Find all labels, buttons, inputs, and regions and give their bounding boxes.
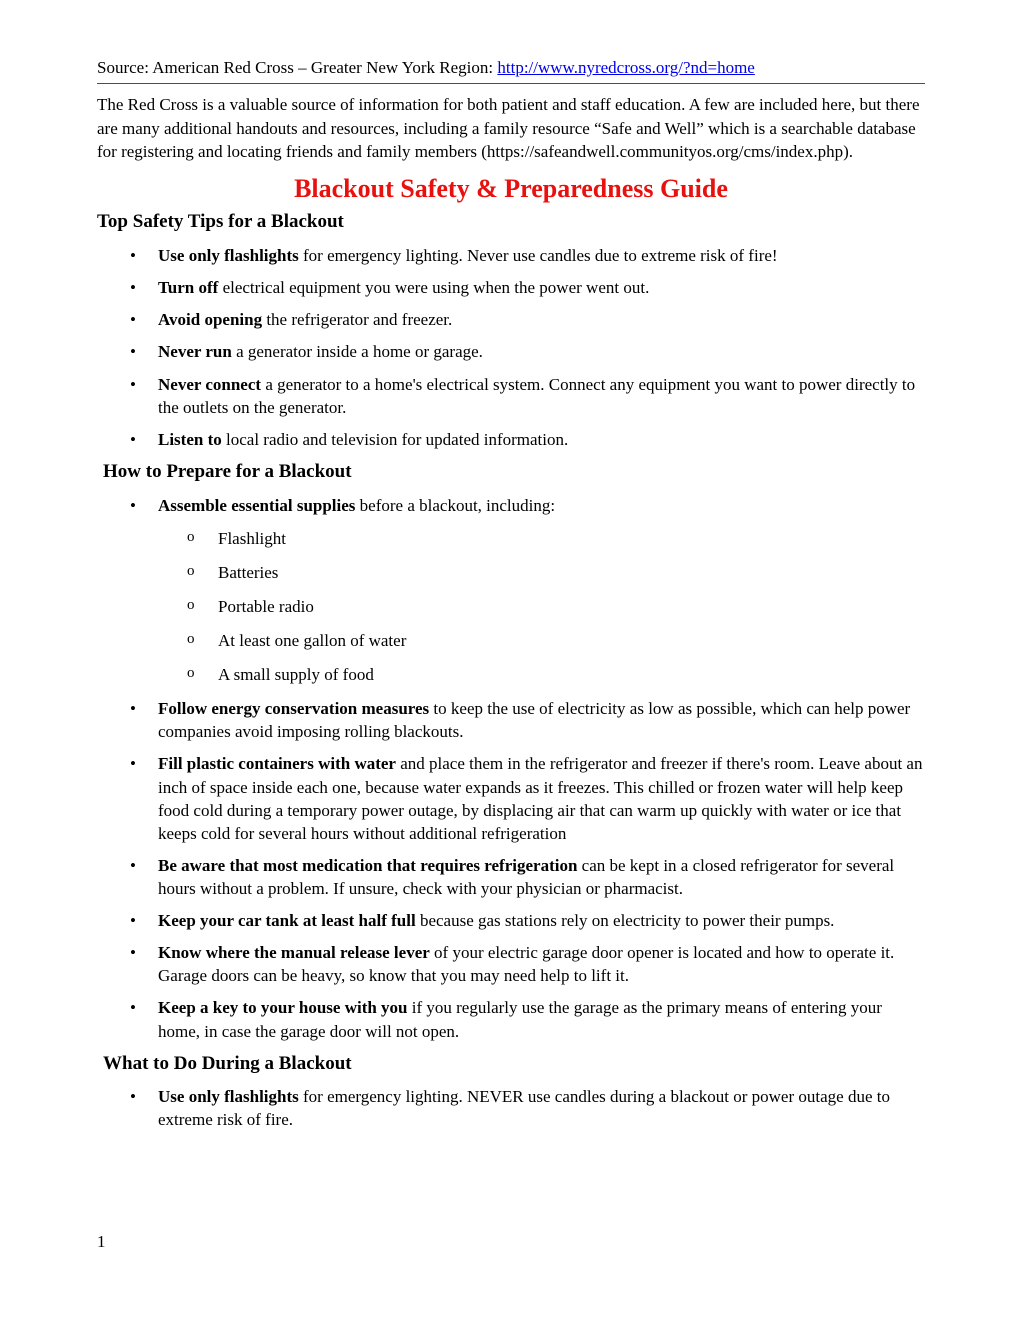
- sub-bullet-text: Portable radio: [218, 596, 314, 616]
- bullet-text: before a blackout, including:: [355, 495, 556, 515]
- bullet-text: local radio and television for updated information.: [221, 429, 569, 449]
- sub-list-item: [158, 629, 925, 652]
- sub-bullet-text: Batteries: [218, 562, 279, 582]
- sub-list-item: [158, 561, 925, 584]
- list-item: [97, 428, 925, 451]
- list-item: [97, 752, 925, 844]
- source-link[interactable]: http://www.nyredcross.org/?nd=home: [497, 58, 755, 77]
- bullet-bold-text: Follow energy conservation measures: [158, 699, 430, 719]
- list-item: [97, 494, 925, 687]
- section-heading-how-to-prepare: How to Prepare for a Blackout: [103, 460, 352, 482]
- bullet-bold-text: Know where the manual release lever: [158, 943, 430, 963]
- list-item: [97, 244, 925, 267]
- bullet-text: to keep the use of electricity as low as possible, which can help power companies avoid imposing rolling blackouts.: [158, 699, 911, 742]
- bullet-list-how-to-prepare: [97, 494, 925, 1043]
- sub-bullet-text: At least one gallon of water: [218, 631, 407, 651]
- list-item: [97, 340, 925, 363]
- list-item: [97, 854, 925, 900]
- bullet-text: for emergency lighting. NEVER use candles during a blackout or power outage due to extreme risk of fire.: [158, 1087, 890, 1130]
- list-item: [97, 308, 925, 331]
- bullet-list-top-safety-tips: [97, 244, 925, 451]
- bullet-text: can be kept in a closed refrigerator for several hours without a problem. If unsure, check with your physician or pharmacist.: [158, 855, 895, 899]
- bullet-list-what-to-do: [97, 1085, 925, 1131]
- sub-bullet-text: Flashlight: [218, 528, 287, 548]
- sub-list-item: [158, 527, 925, 550]
- bullet-text: of your electric garage door opener is located and how to operate it. Garage doors can be heavy, so know that you may need help to lift it.: [158, 943, 895, 986]
- sub-list-item: [158, 595, 925, 618]
- bullet-bold-text: Keep your car tank at least half full: [158, 911, 416, 931]
- bullet-bold-text: Never run: [158, 342, 232, 362]
- bullet-text: the refrigerator and freezer.: [262, 310, 453, 330]
- document-title: Blackout Safety & Preparedness Guide: [294, 173, 728, 203]
- list-item: [97, 697, 925, 743]
- bullet-bold-text: Assemble essential supplies: [158, 495, 356, 515]
- bullet-bold-text: Listen to: [158, 429, 222, 449]
- bullet-bold-text: Never connect: [158, 374, 262, 394]
- source-label: Source: American Red Cross – Greater New York Region:: [97, 58, 498, 77]
- bullet-bold-text: Keep a key to your house with you: [158, 998, 408, 1018]
- sub-bullet-text: A small supply of food: [218, 665, 374, 685]
- sub-list-item: [158, 663, 925, 686]
- bullet-bold-text: Use only flashlights: [158, 246, 299, 266]
- section-heading-top-safety-tips: Top Safety Tips for a Blackout: [97, 211, 344, 233]
- bullet-bold-text: Be aware that most medication that requires refrigeration: [158, 855, 578, 875]
- bullet-text: for emergency lighting. Never use candles due to extreme risk of fire!: [298, 246, 778, 266]
- section-heading-what-to-do: What to Do During a Blackout: [103, 1052, 352, 1074]
- bullet-bold-text: Use only flashlights: [158, 1087, 299, 1107]
- list-item: [97, 909, 925, 932]
- bullet-bold-text: Fill plastic containers with water: [158, 754, 396, 774]
- bullet-text: a generator inside a home or garage.: [231, 342, 483, 362]
- list-item: [97, 1085, 925, 1131]
- bullet-text: electrical equipment you were using when the power went out.: [218, 278, 650, 298]
- list-item: [97, 373, 925, 419]
- bullet-text: a generator to a home's electrical system. Connect any equipment you want to power directly to the outlets on the generator.: [158, 374, 916, 417]
- bullet-bold-text: Avoid opening: [158, 310, 263, 330]
- bullet-text: if you regularly use the garage as the primary means of entering your home, in case the garage door will not open.: [158, 998, 882, 1041]
- list-item: [97, 941, 925, 987]
- bullet-text: and place them in the refrigerator and freezer if there's room. Leave about an inch of space inside each one, because water expands as it freezes. This chilled or frozen water will help keep food cold during a temporary power outage, by displacing air that can warm up quickly with water or ice that keeps cold for several hours without additional refrigeration: [158, 754, 923, 843]
- page-number: 1: [97, 1232, 106, 1251]
- bullet-text: because gas stations rely on electricity to power their pumps.: [415, 911, 835, 931]
- sub-bullet-list-supplies: [158, 527, 925, 687]
- source-line: [97, 57, 925, 84]
- intro-paragraph: The Red Cross is a valuable source of information for both patient and staff education. A few are included here, but there are many additional handouts and resources, including a family resource “Safe and Well” which is a searchable database for registering and locating friends and family members (https://safeandwell.communityos.org/cms/index.php).: [97, 95, 920, 162]
- list-item: [97, 276, 925, 299]
- list-item: [97, 996, 925, 1042]
- bullet-bold-text: Turn off: [158, 278, 219, 298]
